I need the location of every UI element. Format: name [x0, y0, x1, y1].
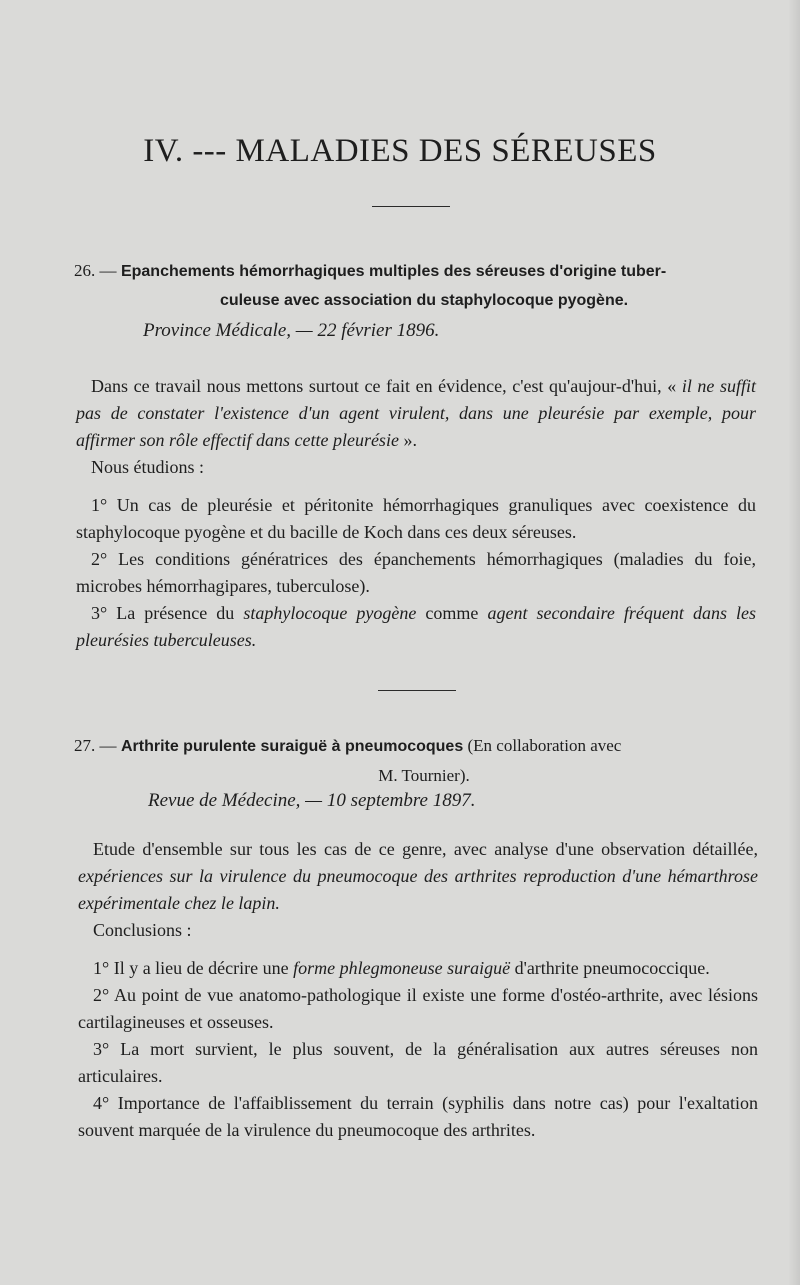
entry-26-source: Province Médicale, — 22 février 1896.	[143, 320, 440, 341]
entry-27-title-line2: M. Tournier).	[378, 766, 470, 785]
entry-26-number: 26. —	[74, 261, 117, 280]
entry-26-item-3-italic2: agent secondaire fréquent dans les pleurésies tuberculeuses.	[76, 603, 756, 650]
entry-26-title-line1: Epanchements hémorrhagiques multiples des séreuses d'origine tuber-	[120, 263, 667, 280]
entry-26-item-3-mid: comme	[416, 603, 488, 623]
entry-26-p1-quote: il ne suffit pas de constater l'existence d'un agent virulent, dans une pleurésie par exemple, pour affirmer son rôle effectif dans cette pleurésie	[76, 376, 757, 450]
entry-27-item-1-italic: forme phlegmoneuse suraiguë	[293, 958, 511, 978]
entry-26-paragraph	[76, 373, 756, 454]
entry-26-heading	[74, 256, 754, 315]
entry-26-item-3-italic1: staphylocoque pyogène	[243, 603, 417, 623]
entry-27-item-1-text: 1° Il y a lieu de décrire une	[93, 958, 294, 978]
entry-26-body	[76, 373, 756, 654]
entry-27-heading	[74, 731, 754, 790]
entry-divider	[378, 690, 456, 691]
entry-27-intro: Conclusions :	[93, 920, 192, 940]
chapter-title: IV. --- MALADIES DES SÉREUSES	[143, 133, 657, 169]
entry-27-paragraph	[78, 836, 758, 917]
entry-27-title-rest: (En collaboration avec	[463, 736, 622, 755]
entry-26-item-2: 2° Les conditions génératrices des épanchements hémorrhagiques (maladies du foie, microbes hémorrhagipares, tuberculose).	[76, 549, 756, 596]
entry-27-item-2: 2° Au point de vue anatomo-pathologique il existe une forme d'ostéo-arthrite, avec lésions cartilagineuses et osseuses.	[78, 985, 758, 1032]
entry-26-title-line2: culeuse avec association du staphylocoque pyogène.	[219, 292, 629, 309]
entry-27-p1-italic: expériences sur la virulence du pneumocoque des arthrites reproduction d'une hémarthrose expérimentale chez le lapin.	[78, 866, 758, 913]
entry-26-item-3	[76, 600, 756, 654]
entry-27-number: 27. —	[74, 736, 117, 755]
entry-26-item-3-text: 3° La présence du	[91, 603, 244, 623]
scan-edge-shadow	[788, 0, 800, 1285]
entry-27-item-1	[78, 955, 758, 982]
entry-26-item-1: 1° Un cas de pleurésie et péritonite hémorrhagiques granuliques avec coexistence du staphylocoque pyogène et du bacille de Koch dans ces deux séreuses.	[76, 495, 756, 542]
entry-27-title-bold: Arthrite purulente suraiguë à pneumocoques	[120, 738, 464, 755]
section-divider	[372, 206, 450, 207]
entry-26-intro: Nous étudions :	[91, 457, 205, 477]
entry-27-body	[78, 836, 758, 1144]
entry-27-item-4: 4° Importance de l'affaiblissement du terrain (syphilis dans notre cas) pour l'exaltation souvent marquée de la virulence du pneumocoque des arthrites.	[78, 1093, 758, 1140]
entry-26-p1-close: ».	[398, 430, 417, 450]
entry-27-source: Revue de Médecine, — 10 septembre 1897.	[148, 790, 476, 811]
entry-27-item-3: 3° La mort survient, le plus souvent, de la généralisation aux autres séreuses non articulaires.	[78, 1039, 758, 1086]
entry-27-p1-text: Etude d'ensemble sur tous les cas de ce genre, avec analyse d'une observation détaillée,	[93, 839, 758, 859]
entry-26-p1-text: Dans ce travail nous mettons surtout ce fait en évidence, c'est qu'aujour-d'hui, «	[91, 376, 682, 396]
entry-27-item-1-end: d'arthrite pneumococcique.	[510, 958, 710, 978]
